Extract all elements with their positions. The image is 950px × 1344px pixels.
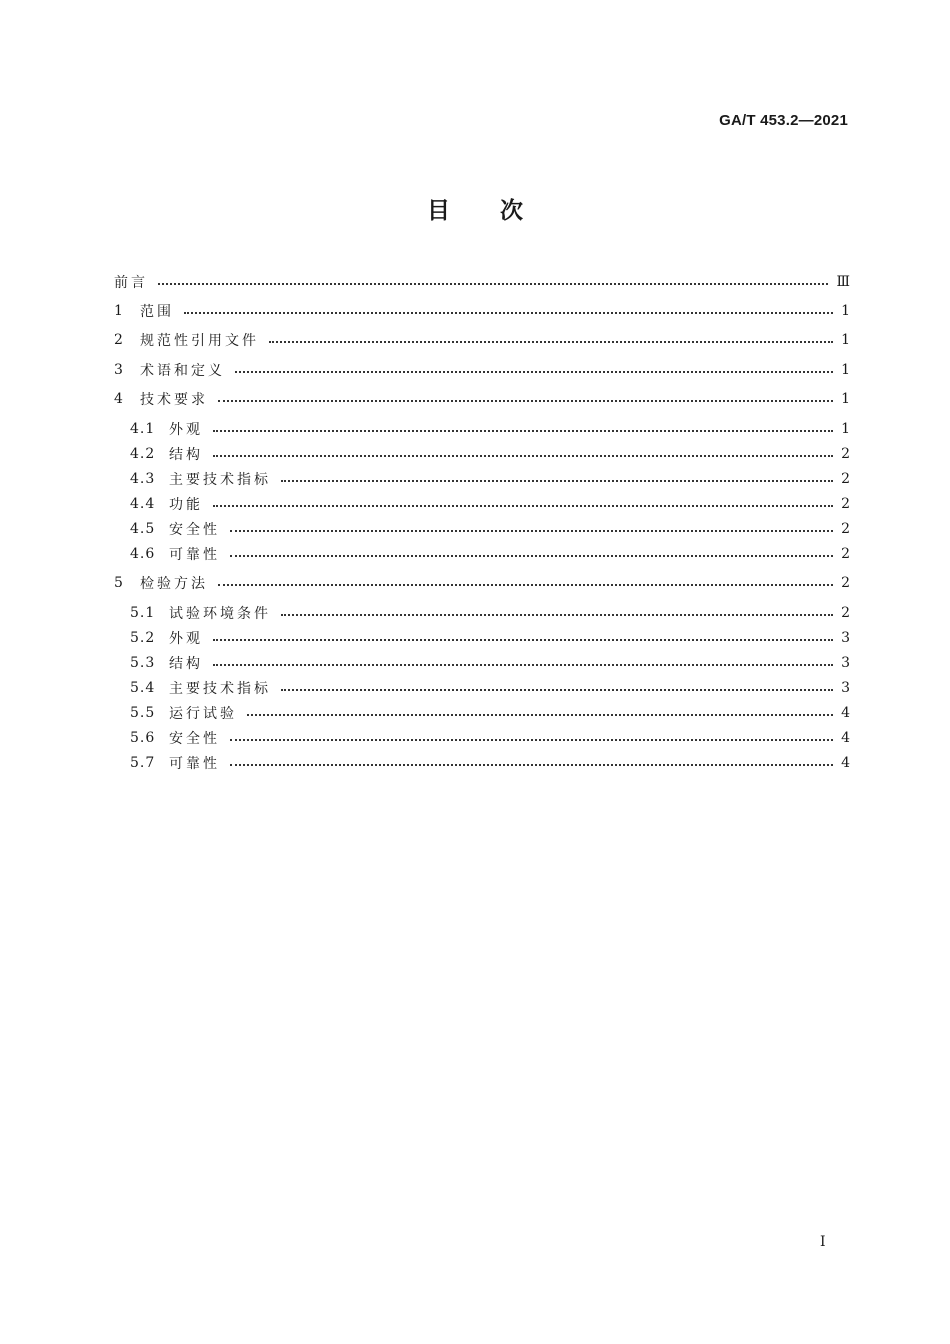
toc-entry[interactable] — [114, 703, 850, 723]
toc-entry-page: Ⅲ — [836, 274, 850, 290]
toc-entry-title: 试验环境条件 — [169, 606, 271, 622]
toc-entry-page: 2 — [841, 575, 850, 591]
toc-entry-number: 5 — [114, 575, 124, 591]
toc-entry[interactable] — [114, 360, 850, 380]
toc-entry-number: 4.4 — [130, 496, 156, 512]
toc-entry-number: 5.4 — [130, 680, 156, 696]
toc-entry-title: 主要技术指标 — [169, 681, 271, 697]
toc-entry-title: 前言 — [114, 275, 148, 291]
toc-entry-page: 4 — [841, 730, 850, 746]
toc-leader-dots — [235, 371, 833, 373]
toc-entry-title: 规范性引用文件 — [140, 333, 259, 349]
toc-entry[interactable] — [114, 272, 850, 292]
toc-entry-page: 3 — [841, 630, 850, 646]
toc-entry-number: 5.6 — [130, 730, 156, 746]
toc-entry-number: 5.3 — [130, 655, 156, 671]
toc-entry-title: 安全性 — [169, 731, 220, 747]
toc-entry-number: 5.5 — [130, 705, 156, 721]
toc-leader-dots — [247, 714, 833, 716]
toc-leader-dots — [230, 764, 833, 766]
toc-leader-dots — [230, 530, 833, 532]
toc-leader-dots — [269, 341, 833, 343]
toc-entry-title: 检验方法 — [140, 576, 208, 592]
toc-entry-title: 外观 — [169, 631, 203, 647]
toc-entry-page: 4 — [841, 755, 850, 771]
toc-entry-number: 3 — [114, 362, 124, 378]
toc-entry-title: 外观 — [169, 422, 203, 438]
toc-entry-page: 3 — [841, 680, 850, 696]
toc-leader-dots — [213, 664, 833, 666]
toc-entry-number: 4.6 — [130, 546, 156, 562]
toc-entry-page: 3 — [841, 655, 850, 671]
toc-leader-dots — [213, 639, 833, 641]
standard-code: GA/T 453.2—2021 — [719, 112, 848, 129]
toc-entry-page: 2 — [841, 546, 850, 562]
toc-entry-number: 5.7 — [130, 755, 156, 771]
toc-entry-page: 1 — [841, 362, 850, 378]
toc-leader-dots — [213, 505, 833, 507]
table-of-contents — [114, 0, 850, 800]
toc-entry-number: 4 — [114, 391, 124, 407]
toc-entry-number: 5.2 — [130, 630, 156, 646]
toc-entry-page: 2 — [841, 496, 850, 512]
toc-entry-page: 1 — [841, 421, 850, 437]
toc-leader-dots — [230, 739, 833, 741]
toc-entry-number: 4.2 — [130, 446, 156, 462]
toc-entry-title: 功能 — [169, 497, 203, 513]
toc-entry[interactable] — [114, 419, 850, 439]
toc-leader-dots — [213, 455, 833, 457]
toc-entry-page: 1 — [841, 391, 850, 407]
toc-entry-title: 技术要求 — [140, 392, 208, 408]
toc-entry-title: 结构 — [169, 447, 203, 463]
toc-entry-page: 2 — [841, 605, 850, 621]
toc-entry[interactable] — [114, 389, 850, 409]
toc-entry-number: 1 — [114, 303, 124, 319]
toc-title: 目次 — [427, 198, 573, 224]
toc-entry-page: 2 — [841, 446, 850, 462]
toc-entry[interactable] — [114, 544, 850, 564]
toc-entry-title: 可靠性 — [169, 756, 220, 772]
toc-entry-title: 可靠性 — [169, 547, 220, 563]
toc-entry-page: 2 — [841, 471, 850, 487]
toc-entry-page: 2 — [841, 521, 850, 537]
toc-entry-number: 4.5 — [130, 521, 156, 537]
toc-entry[interactable] — [114, 628, 850, 648]
toc-entry[interactable] — [114, 444, 850, 464]
toc-entry[interactable] — [114, 603, 850, 623]
toc-entry[interactable] — [114, 519, 850, 539]
toc-entry-title: 安全性 — [169, 522, 220, 538]
toc-leader-dots — [281, 614, 833, 616]
toc-entry[interactable] — [114, 728, 850, 748]
page-number: I — [820, 1234, 826, 1250]
toc-leader-dots — [218, 584, 833, 586]
toc-entry-page: 1 — [841, 303, 850, 319]
toc-entry[interactable] — [114, 469, 850, 489]
toc-leader-dots — [230, 555, 833, 557]
toc-leader-dots — [218, 400, 833, 402]
toc-leader-dots — [281, 689, 833, 691]
toc-leader-dots — [213, 430, 833, 432]
toc-entry-title: 主要技术指标 — [169, 472, 271, 488]
toc-entry[interactable] — [114, 573, 850, 593]
toc-entry-title: 范围 — [140, 304, 174, 320]
toc-leader-dots — [281, 480, 833, 482]
toc-entry-page: 4 — [841, 705, 850, 721]
toc-entry[interactable] — [114, 753, 850, 773]
toc-entry[interactable] — [114, 653, 850, 673]
toc-leader-dots — [184, 312, 833, 314]
toc-entry-title: 结构 — [169, 656, 203, 672]
toc-leader-dots — [158, 283, 828, 285]
toc-entry[interactable] — [114, 494, 850, 514]
toc-entry[interactable] — [114, 301, 850, 321]
toc-entry-number: 5.1 — [130, 605, 156, 621]
toc-entry-title: 运行试验 — [169, 706, 237, 722]
toc-entry-number: 4.3 — [130, 471, 156, 487]
toc-entry-page: 1 — [841, 332, 850, 348]
toc-entry-number: 4.1 — [130, 421, 156, 437]
toc-entry-number: 2 — [114, 332, 124, 348]
toc-entry[interactable] — [114, 330, 850, 350]
toc-entry[interactable] — [114, 678, 850, 698]
toc-entry-title: 术语和定义 — [140, 363, 225, 379]
